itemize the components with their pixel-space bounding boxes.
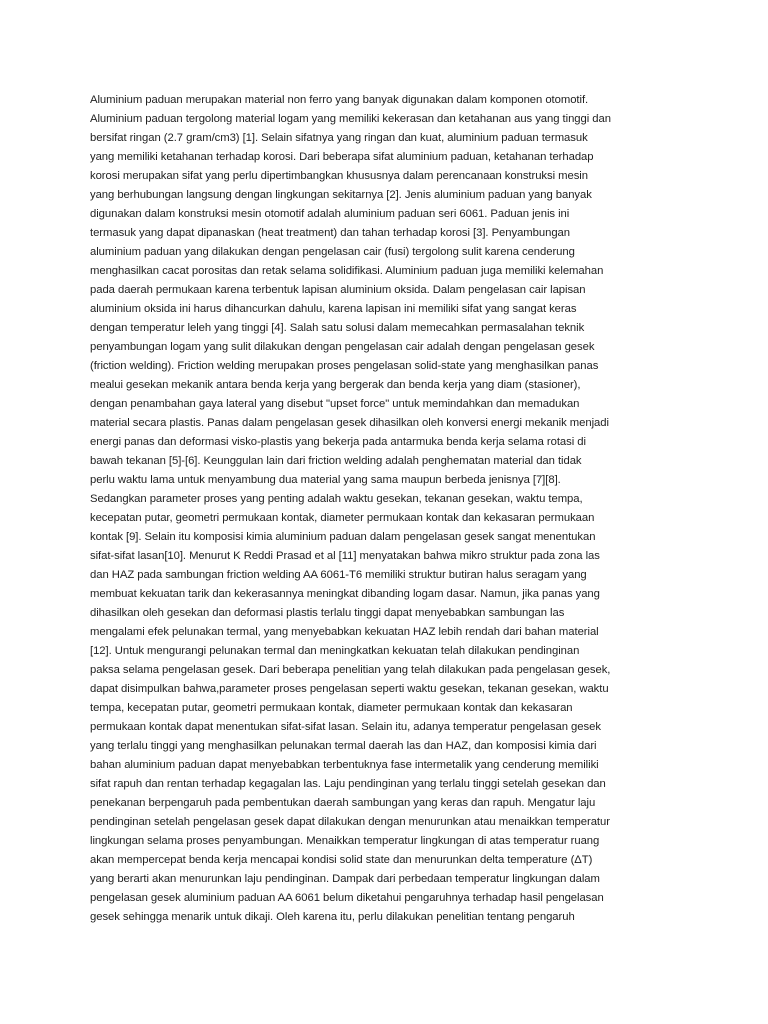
text-line: mealui gesekan mekanik antara benda kerja yang bergerak dan benda kerja yang diam (stasioner), [90,379,581,391]
text-line: lingkungan selama proses penyambungan. Menaikkan temperatur lingkungan di atas temperatur ruang [90,835,600,847]
text-line: menghasilkan cacat porositas dan retak selama solidifikasi. Aluminium paduan juga memiliki kelemahan [90,265,604,277]
text-line: dan HAZ pada sambungan friction welding AA 6061-T6 memiliki struktur butiran halus seragam yang [90,569,587,581]
text-line: material secara plastis. Panas dalam pengelasan gesek dihasilkan oleh konversi energi mekanik menjadi [90,417,609,429]
text-line: energi panas dan deformasi visko-plastis yang bekerja pada antarmuka benda kerja selama rotasi di [90,436,586,448]
text-line: penekanan berpengaruh pada pembentukan daerah sambungan yang keras dan rapuh. Mengatur laju [90,797,596,809]
text-line: kecepatan putar, geometri permukaan kontak, diameter permukaan kontak dan kekasaran permukaan [90,512,595,524]
text-line: permukaan kontak dapat menentukan sifat-sifat lasan. Selain itu, adanya temperatur pengelasan gesek [90,721,601,733]
text-line: bersifat ringan (2.7 gram/cm3) [1]. Selain sifatnya yang ringan dan kuat, aluminium paduan termasuk [90,132,588,144]
text-line: aluminium oksida ini harus dihancurkan dahulu, karena lapisan ini memiliki sifat yang sangat keras [90,303,577,315]
text-line: tempa, kecepatan putar, geometri permukaan kontak, diameter permukaan kontak dan kekasaran [90,702,573,714]
body-paragraph [90,91,730,927]
text-line: pada daerah permukaan karena terbentuk lapisan aluminium oksida. Dalam pengelasan cair lapisan [90,284,586,296]
text-line: kontak [9]. Selain itu komposisi kimia aluminium paduan dalam pengelasan gesek sangat menentukan [90,531,596,543]
text-line: yang berarti akan menurunkan laju pendinginan. Dampak dari perbedaan temperatur lingkungan dalam [90,873,600,885]
text-line: perlu waktu lama untuk menyambung dua material yang sama maupun berbeda jenisnya [7][8]. [90,474,561,486]
text-line: akan mempercepat benda kerja mencapai kondisi solid state dan menurunkan delta temperature (ΔT) [90,854,593,866]
text-line: bahan aluminium paduan dapat menyebabkan terbentuknya fase intermetalik yang cenderung memiliki [90,759,599,771]
text-line: dihasilkan oleh gesekan dan deformasi plastis terlalu tinggi dapat menyebabkan sambungan las [90,607,565,619]
text-line: dengan penambahan gaya lateral yang disebut "upset force" untuk memindahkan dan memadukan [90,398,580,410]
text-line: dapat disimpulkan bahwa,parameter proses pengelasan seperti waktu gesekan, tekanan gesekan, waktu [90,683,609,695]
text-line: (friction welding). Friction welding merupakan proses pengelasan solid-state yang menghasilkan panas [90,360,599,372]
text-line: termasuk yang dapat dipanaskan (heat treatment) dan tahan terhadap korosi [3]. Penyambungan [90,227,570,239]
text-line: pengelasan gesek aluminium paduan AA 6061 belum diketahui pengaruhnya terhadap hasil pengelasan [90,892,604,904]
text-line: yang berhubungan langsung dengan lingkungan sekitarnya [2]. Jenis aluminium paduan yang banyak [90,189,592,201]
text-line: digunakan dalam konstruksi mesin otomotif adalah aluminium paduan seri 6061. Paduan jenis ini [90,208,570,220]
text-line: yang memiliki ketahanan terhadap korosi. Dari beberapa sifat aluminium paduan, ketahanan terhadap [90,151,594,163]
text-line: sifat-sifat lasan[10]. Menurut K Reddi Prasad et al [11] menyatakan bahwa mikro struktur pada zona las [90,550,600,562]
text-line: bawah tekanan [5]-[6]. Keunggulan lain dari friction welding adalah penghematan material dan tidak [90,455,582,467]
text-line: pendinginan setelah pengelasan gesek dapat dilakukan dengan menurunkan atau menaikkan temperatur [90,816,610,828]
text-line: gesek sehingga menarik untuk dikaji. Oleh karena itu, perlu dilakukan penelitian tentang pengaruh [90,911,575,923]
text-line: Aluminium paduan merupakan material non ferro yang banyak digunakan dalam komponen otomotif. [90,94,589,106]
text-line: dengan temperatur leleh yang tinggi [4]. Salah satu solusi dalam memecahkan permasalahan teknik [90,322,585,334]
text-line: paksa selama pengelasan gesek. Dari beberapa penelitian yang telah dilakukan pada pengelasan gesek, [90,664,611,676]
text-line: Aluminium paduan tergolong material logam yang memiliki kekerasan dan ketahanan aus yang tinggi dan [90,113,611,125]
text-line: sifat rapuh dan rentan terhadap kegagalan las. Laju pendinginan yang terlalu tinggi setelah gesekan dan [90,778,606,790]
text-line: mengalami efek pelunakan termal, yang menyebabkan kekuatan HAZ lebih rendah dari bahan material [90,626,599,638]
text-line: membuat kekuatan tarik dan kekerasannya meningkat dibanding logam dasar. Namun, jika panas yang [90,588,600,600]
text-line: penyambungan logam yang sulit dilakukan dengan pengelasan cair adalah dengan pengelasan gesek [90,341,595,353]
text-line: Sedangkan parameter proses yang penting adalah waktu gesekan, tekanan gesekan, waktu tempa, [90,493,583,505]
text-line: aluminium paduan yang dilakukan dengan pengelasan cair (fusi) tergolong sulit karena cenderung [90,246,575,258]
text-line: [12]. Untuk mengurangi pelunakan termal dan meningkatkan kekuatan telah dilakukan pendinginan [90,645,580,657]
text-line: yang terlalu tinggi yang menghasilkan pelunakan termal daerah las dan HAZ, dan komposisi kimia dari [90,740,597,752]
text-line: korosi merupakan sifat yang perlu dipertimbangkan khususnya dalam perencanaan konstruksi mesin [90,170,588,182]
